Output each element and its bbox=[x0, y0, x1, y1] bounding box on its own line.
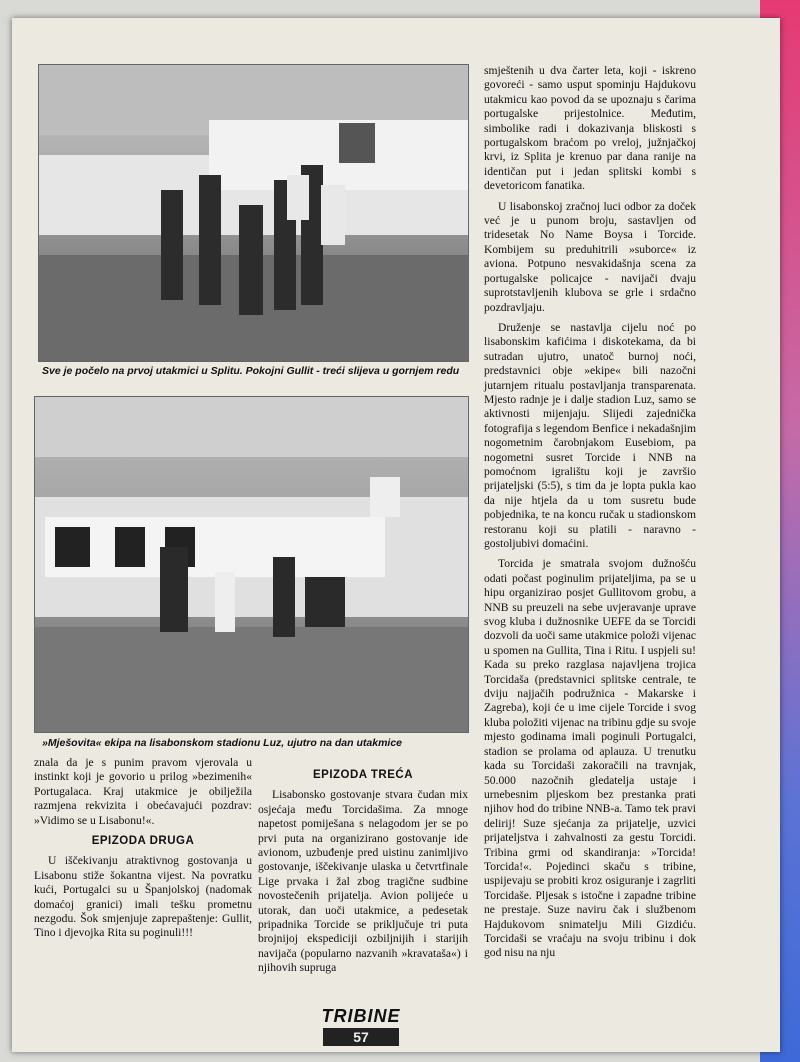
article-column-3 bbox=[484, 64, 696, 967]
heading-epizoda-druga: EPIZODA DRUGA bbox=[91, 835, 195, 848]
col3-paragraph-4: Torcida je smatrala svojom dužnošću odati počast poginulim prijateljima, pa se u hipu organizirao posjet Gullitovom grobu, a NNB su preuzeli na sebe uvjeravanje uprave svog kluba i dužnosnike UEFE da se Torcidi dozvoli da uoči same utakmice položi vijenac u spomen na Gullita, Tina i Ritu. I uspjeli su! Kada su preko razglasa najavljena trojica Torcidaša (predstavnici splitske centrale, te dviju najjačih podružnica - Makarske i Zagreba), koji će u ime cijele Torcide i svog kluba položiti vijenac na tribinu gdje su svoje mjesto godinama imali poginuli Portugalci, stadion se prolama od aplauza. U trenutku kada su Torcidaši zakoračili na travnjak, 50.000 nazočnih gledatelja ustaje i urnebesnim pljeskom bez prestanka prati njihov hod do tribine NNB-a. Tamo tek pravi delirij! Suze sjećanja za prijatelje, uzvici prijateljstva i zahvalnosti za gestu Torcidi. Tribina grmi od skandiranja: »Torcida! Torcida!«. Pojedinci skaču s tribine, uspijevaju se probiti kroz osiguranje i zagrliti Torcidaše. Pljesak s istočne i zapadne tribine ne prestaje. Suze naviru čak i službenom Hajdukovom snimatelju Mili Gizdiću. Torcidaši se vraćaju na svoju tribinu i dok god nisu na nju bbox=[484, 557, 696, 960]
col3-paragraph-2: U lisabonskoj zračnoj luci odbor za doček već je u punom broju, sastavljen od tridesetak No Name Boysa i Torcide. Kombijem su preduhitrili »suborce« iz aviona. Potpuno nesvakidašnja scena za portugalske policajce - navijači dvaju suprotstavljenih klubova se grle i srdačno pozdravljaju. bbox=[484, 199, 696, 314]
page-number: 57 bbox=[323, 1028, 399, 1046]
photo-group-split bbox=[38, 64, 469, 362]
heading-epizoda-treca: EPIZODA TREĆA bbox=[313, 769, 413, 781]
photo1-caption: Sve je počelo na prvoj utakmici u Splitu. Pokojni Gullit - treći slijeva u gornjem redu bbox=[42, 365, 460, 377]
article-column-1 bbox=[34, 756, 252, 947]
col3-paragraph-1: smještenih u dva čarter leta, koji - iskreno govoreći - samo usput spominju Hajdukovu utakmicu kao povod da se upoznaju s čarima portugalske prijestolnice. Međutim, simbolike radi i dokazivanja bliskosti s portugalskom braćom po vreloj, južnjačkoj krvi, iz Splita je krenuo par dana ranije na identičan put i jedan splitski kombi s devetoricom fanatika. bbox=[484, 64, 696, 193]
photo-group-luz bbox=[34, 396, 469, 733]
col3-paragraph-3: Druženje se nastavlja cijelu noć po lisabonskim kafićima i diskotekama, da bi sutradan ujutro, unatoč burnoj noći, predstavnici obje »ekipe« bili nazočni jutarnjem ritualu postavljanja transparenata. Mjesto radnje je i dalje stadion Luz, samo se aktivnosti mijenjaju. Slijedi zajednička fotografija s legendom Benfice i nekadašnjim nogometnim čarobnjakom Eusebiom, pa nogometni susret Torcide i NNB na pomoćnom igralištu koji je završio prijateljski (5:5), s tim da je lopta pukla kao da nije htjela da u tom susretu bude pobjednika, te na koncu ručak u stadionskom restoranu koji su platili - naravno - gostoljubivi domaćini. bbox=[484, 320, 696, 550]
col1-paragraph-1: znala da je s punim pravom vjerovala u instinkt koji je govorio u prilog »bezimenih« Portugalaca. Kraj utakmice je obilježila razmjena rekvizita i obećavajući pozdrav: »Vidimo se u Lisabonu!«. bbox=[34, 756, 252, 827]
magazine-brand: TRIBINE bbox=[321, 1006, 401, 1026]
article-column-2 bbox=[258, 756, 468, 982]
col1-paragraph-2: U iščekivanju atraktivnog gostovanja u Lisabonu stiže šokantna vijest. Na povratku kući, Portugalci su u Španjolskoj (nadomak domaćoj granici) imali tešku prometnu nezgodu. Šok smjenjuje zaprepaštenje: Gullit, Tino i djevojka Rita su poginuli!!! bbox=[34, 854, 252, 940]
photo2-caption: »Mješovita« ekipa na lisabonskom stadionu Luz, ujutro na dan utakmice bbox=[42, 737, 402, 749]
col2-paragraph-1: Lisabonsko gostovanje stvara čudan mix osjećaja među Torcidašima. Za mnoge napetost pomiješana s nelagodom jer se po prvi puta na organizirano gostovanje ide avionom, uzbuđenje pred uistinu zanimljivo gostovanje, iščekivanje ulaska u četvrtfinale Lige prvaka i žal zbog tragične sudbine novostečenih prijatelja. Avion polijeće u utorak, dan uoči utakmice, a pedesetak pripadnika Torcide se priključuje tri puta brojnijoj ekspediciji ozbiljnijih i starijih navijača (popularno nazvanih »kravataša«) i njihovih supruga bbox=[258, 788, 468, 975]
magazine-page bbox=[12, 18, 780, 1052]
page-footer bbox=[301, 1006, 421, 1046]
